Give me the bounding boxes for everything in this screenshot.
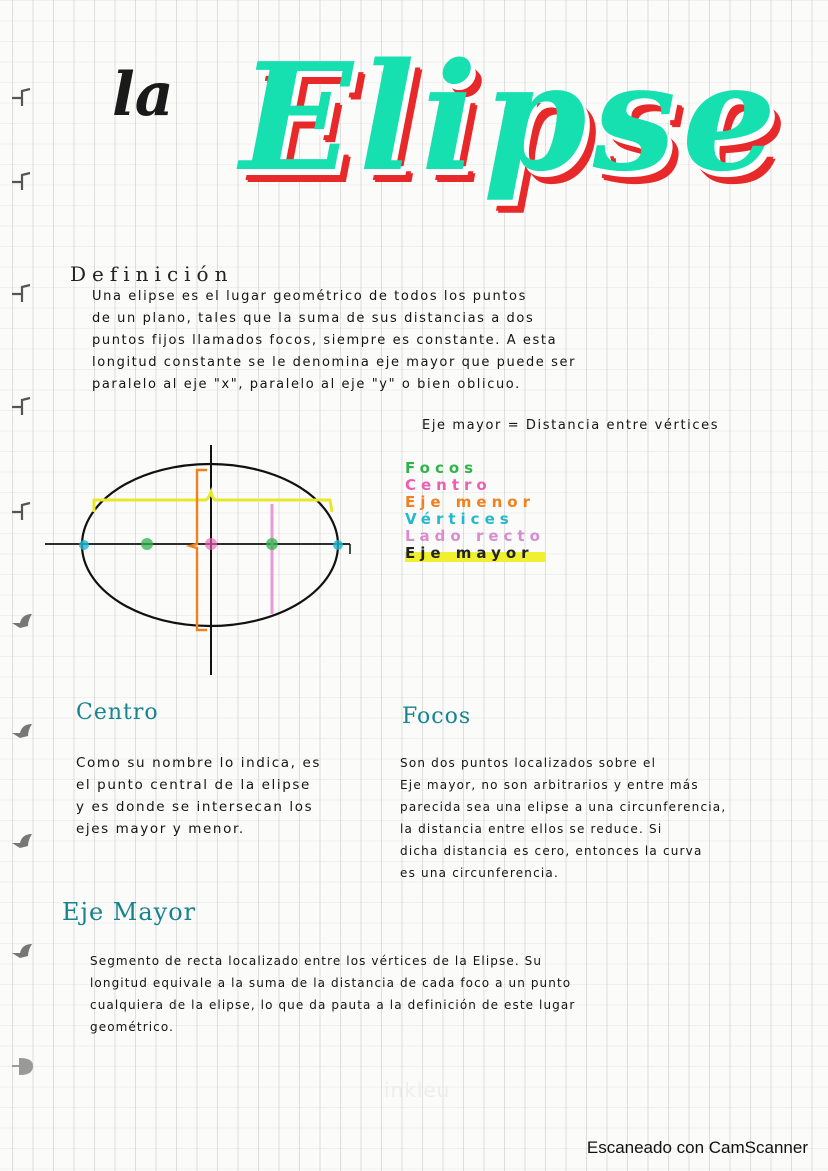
focos-line: es una circunferencia. — [400, 866, 560, 880]
legend-lado-recto: Lado recto — [405, 527, 545, 545]
binder-ring-icon — [10, 395, 36, 417]
scanner-footer: Escaneado con CamScanner — [586, 1138, 808, 1157]
legend-centro: Centro — [405, 476, 492, 494]
focos-text — [400, 752, 800, 884]
page-title: Elipse — [240, 30, 783, 204]
centro-line: Como su nombre lo indica, es — [76, 755, 321, 771]
definition-line: longitud constante se le denomina eje mayor que puede ser — [92, 355, 577, 370]
focos-line: Son dos puntos localizados sobre el — [400, 756, 657, 770]
title-article: la — [112, 60, 174, 130]
focos-line: Eje mayor, no son arbitrarios y entre más — [400, 778, 699, 792]
binder-ring-icon — [10, 86, 36, 108]
focos-line: parecida sea una elipse a una circunferencia, — [400, 800, 727, 814]
binder-ring-icon — [10, 940, 36, 962]
centro-text — [76, 752, 376, 840]
definition-line: puntos fijos llamados focos, siempre es constante. A esta — [92, 333, 558, 348]
ellipse-diagram — [40, 440, 380, 680]
legend-eje-menor: Eje menor — [405, 493, 535, 511]
definition-line: de un plano, tales que la suma de sus distancias a dos — [92, 311, 535, 326]
eje-mayor-line: Segmento de recta localizado entre los vértices de la Elipse. Su — [90, 954, 543, 968]
focos-line: la distancia entre ellos se reduce. Si — [400, 822, 663, 836]
focos-heading: Focos — [402, 704, 472, 729]
binder-ring-icon — [10, 170, 36, 192]
definition-text — [92, 286, 692, 396]
eje-mayor-line: cualquiera de la elipse, lo que da pauta a la definición de este lugar — [90, 998, 576, 1012]
definition-line: Una elipse es el lugar geométrico de todos los puntos — [92, 289, 527, 304]
watermark: inkleu — [384, 1078, 451, 1102]
eje-mayor-heading: Eje Mayor — [62, 898, 197, 926]
binder-ring-icon — [10, 500, 36, 522]
legend-focos: Focos — [405, 459, 479, 477]
diagram-legend — [405, 460, 545, 562]
definition-heading: Definición — [70, 262, 234, 286]
centro-line: ejes mayor y menor. — [76, 821, 245, 837]
binder-ring-icon — [10, 1055, 36, 1077]
definition-line: paralelo al eje "x", paralelo al eje "y" o bien oblicuo. — [92, 377, 521, 392]
centro-line: el punto central de la elipse — [76, 777, 311, 793]
eje-mayor-text — [90, 950, 750, 1038]
centro-line: y es donde se intersecan los — [76, 799, 314, 815]
binder-ring-icon — [10, 830, 36, 852]
binder-ring-icon — [10, 282, 36, 304]
eje-mayor-line: geométrico. — [90, 1020, 175, 1034]
binder-ring-icon — [10, 610, 36, 632]
eje-mayor-note: Eje mayor = Distancia entre vértices — [422, 418, 720, 433]
eje-mayor-line: longitud equivale a la suma de la distancia de cada foco a un punto — [90, 976, 572, 990]
legend-eje-mayor: Eje mayor — [405, 545, 545, 562]
binder-ring-icon — [10, 720, 36, 742]
centro-heading: Centro — [76, 700, 159, 725]
focos-line: dicha distancia es cero, entonces la curva — [400, 844, 703, 858]
legend-vertices: Vértices — [405, 510, 514, 528]
